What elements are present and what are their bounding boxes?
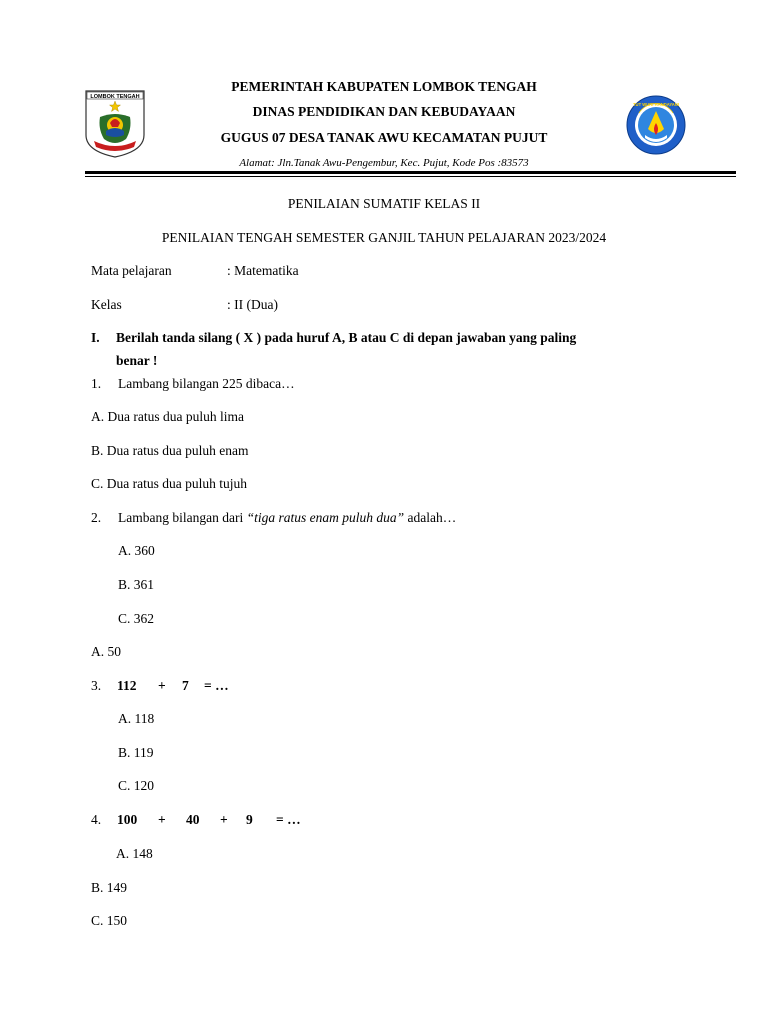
letterhead-line-1: PEMERINTAH KABUPATEN LOMBOK TENGAH [231, 79, 537, 94]
instruction-line-2: benar ! [116, 353, 158, 368]
question-number: 2. [91, 510, 102, 525]
question-text: Lambang bilangan 225 dibaca… [118, 376, 295, 391]
equation-term: 40 [186, 812, 200, 827]
option-a: A. 360 [118, 543, 155, 558]
option-c: C. 120 [118, 778, 155, 793]
equation-operator: + [158, 812, 166, 827]
option-c: C. 150 [91, 913, 128, 928]
subject-label: Mata pelajaran [91, 263, 172, 278]
option-c: C. Dua ratus dua puluh tujuh [91, 476, 247, 491]
svg-text:TUT WURI HANDAYANI: TUT WURI HANDAYANI [633, 102, 679, 107]
letterhead-line-2: DINAS PENDIDIKAN DAN KEBUDAYAAN [252, 104, 516, 119]
option-b: B. 149 [91, 880, 128, 895]
option-a: A. Dua ratus dua puluh lima [91, 409, 244, 424]
exam-title: PENILAIAN SUMATIF KELAS II [287, 196, 481, 211]
class-label: Kelas [91, 297, 122, 312]
question-number: 1. [91, 376, 102, 391]
equation-operator: + [220, 812, 228, 827]
stray-option: A. 50 [91, 644, 121, 659]
instruction-line-1: Berilah tanda silang ( X ) pada huruf A, B atau C di depan jawaban yang paling [116, 330, 577, 345]
option-b: B. Dua ratus dua puluh enam [91, 443, 249, 458]
option-b: B. 119 [118, 745, 154, 760]
equation-equals: = … [276, 812, 301, 827]
svg-text:LOMBOK TENGAH: LOMBOK TENGAH [90, 94, 140, 100]
option-b: B. 361 [118, 577, 155, 592]
class-value: : II (Dua) [227, 297, 278, 312]
equation-term: 9 [246, 812, 253, 827]
section-number: I. [91, 330, 100, 345]
letterhead-line-3: GUGUS 07 DESA TANAK AWU KECAMATAN PUJUT [220, 130, 548, 145]
exam-subtitle: PENILAIAN TENGAH SEMESTER GANJIL TAHUN PELAJARAN 2023/2024 [161, 230, 607, 245]
equation-equals: = … [204, 678, 229, 693]
question-number: 4. [91, 812, 102, 827]
subject-value: : Matematika [227, 263, 299, 278]
question-text: Lambang bilangan dari “tiga ratus enam puluh dua” adalah… [118, 510, 457, 525]
equation-term: 112 [117, 678, 137, 693]
option-a: A. 148 [116, 846, 153, 861]
equation-term: 100 [117, 812, 138, 827]
letterhead-rule-thick [85, 171, 736, 174]
equation-term: 7 [182, 678, 189, 693]
option-a: A. 118 [118, 711, 155, 726]
equation-operator: + [158, 678, 166, 693]
option-c: C. 362 [118, 611, 155, 626]
lombok-tengah-logo [84, 89, 146, 159]
tut-wuri-handayani-logo [625, 93, 687, 157]
question-number: 3. [91, 678, 102, 693]
letterhead-rule-thin [85, 176, 736, 177]
letterhead-address: Alamat: Jln.Tanak Awu-Pengembur, Kec. Pujut, Kode Pos :83573 [239, 157, 529, 169]
